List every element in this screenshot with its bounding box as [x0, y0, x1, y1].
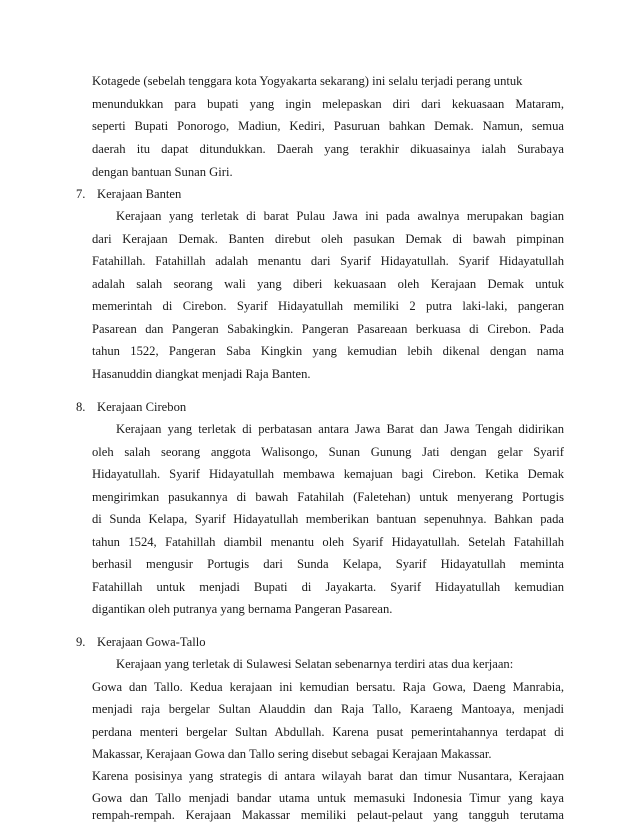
section-number: 7.: [76, 187, 86, 201]
text-line: perdana menteri bergelar Sultan Abdullah. Karena pusat pemerintahannya terdapat di: [92, 725, 564, 739]
text-line: Kotagede (sebelah tenggara kota Yogyakarta sekarang) ini selalu terjadi perang untuk: [92, 74, 523, 88]
text-line: daerah itu dapat ditundukkan. Daerah yang terakhir dikuasainya ialah Surabaya: [92, 142, 564, 156]
text-line: tahun 1524, Fatahillah diambil menantu oleh Syarif Hidayatullah. Setelah Fatahillah: [92, 535, 564, 549]
text-line: dengan bantuan Sunan Giri.: [92, 165, 233, 179]
text-line: Gowa dan Tallo menjadi bandar utama untuk memasuki Indonesia Timur yang kaya: [92, 791, 564, 805]
text-line: Kerajaan yang terletak di barat Pulau Jawa ini pada awalnya merupakan bagian: [116, 209, 564, 223]
text-line: dari Kerajaan Demak. Banten direbut oleh pasukan Demak di bawah pimpinan: [92, 232, 564, 246]
text-line: Hidayatullah. Syarif Hidayatullah membawa kemajuan bagi Cirebon. Ketika Demak: [92, 467, 564, 481]
text-line: Gowa dan Tallo. Kedua kerajaan ini kemudian bersatu. Raja Gowa, Daeng Manrabia,: [92, 680, 564, 694]
text-line: adalah salah seorang wali yang diberi kekuasaan oleh Kerajaan Demak untuk: [92, 277, 564, 291]
text-line: Kerajaan yang terletak di perbatasan antara Jawa Barat dan Jawa Tengah didirikan: [116, 422, 564, 436]
section-number: 8.: [76, 400, 86, 414]
section-title: Kerajaan Gowa-Tallo: [97, 635, 206, 649]
text-line: menundukkan para bupati yang ingin melepaskan diri dari kekuasaan Mataram,: [92, 97, 564, 111]
text-line: seperti Bupati Ponorogo, Madiun, Kediri, Pasuruan bahkan Demak. Namun, semua: [92, 119, 564, 133]
text-line: tahun 1522, Pangeran Saba Kingkin yang kemudian lebih dikenal dengan nama: [92, 344, 564, 358]
text-line: rempah-rempah. Kerajaan Makassar memiliki pelaut-pelaut yang tangguh terutama: [92, 808, 564, 822]
text-line: menjadi raja bergelar Sultan Alauddin dan Raja Tallo, Karaeng Mantoaya, menjadi: [92, 702, 564, 716]
section-title: Kerajaan Cirebon: [97, 400, 187, 414]
text-line: Pasarean dan Pangeran Sabakingkin. Pangeran Pasareaan berkuasa di Cirebon. Pada: [92, 322, 564, 336]
text-line: Fatahillah untuk menjadi Bupati di Jayakarta. Syarif Hidayatullah kemudian: [92, 580, 564, 594]
text-line: Makassar, Kerajaan Gowa dan Tallo sering disebut sebagai Kerajaan Makassar.: [92, 747, 492, 761]
section-number: 9.: [76, 635, 86, 649]
text-line: Fatahillah. Fatahillah adalah menantu dari Syarif Hidayatullah. Syarif Hidayatullah: [92, 254, 564, 268]
text-line: berhasil mengusir Portugis dari Sunda Kelapa, Syarif Hidayatullah meminta: [92, 557, 564, 571]
text-line: Karena posisinya yang strategis di antara wilayah barat dan timur Nusantara, Kerajaan: [92, 769, 564, 783]
text-line: oleh salah seorang anggota Walisongo, Sunan Gunung Jati dengan gelar Syarif: [92, 445, 564, 459]
section-title: Kerajaan Banten: [97, 187, 182, 201]
text-line: digantikan oleh putranya yang bernama Pangeran Pasarean.: [92, 602, 393, 616]
text-line: memerintah di Cirebon. Syarif Hidayatullah memiliki 2 putra laki-laki, pangeran: [92, 299, 564, 313]
text-line: di Sunda Kelapa, Syarif Hidayatullah memberikan bantuan sepenuhnya. Bahkan pada: [92, 512, 564, 526]
text-line: Hasanuddin diangkat menjadi Raja Banten.: [92, 367, 311, 381]
text-line: mengirimkan pasukannya di bawah Fatahilah (Faletehan) untuk menyerang Portugis: [92, 490, 564, 504]
text-line: Kerajaan yang terletak di Sulawesi Selatan sebenarnya terdiri atas dua kerjaan:: [116, 657, 514, 671]
